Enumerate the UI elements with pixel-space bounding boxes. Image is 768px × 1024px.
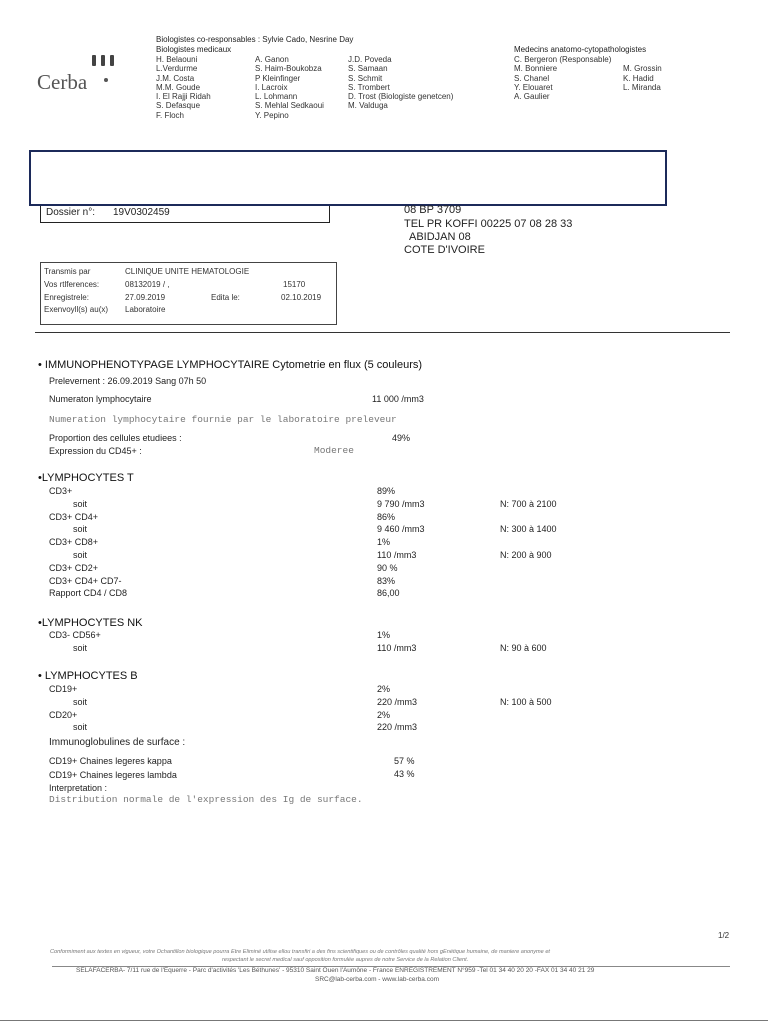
lymph-t-row-label: CD3+ CD4+ (49, 511, 99, 522)
lymph-t-row-value: 89% (377, 486, 396, 496)
biologist-col-3: J.D. Poveda S. Samaan S. Schmit S. Trombert D. Trost (Biologiste genetcen) M. Valduga (348, 55, 454, 111)
ref-number: 15170 (283, 280, 306, 289)
page-bottom-line (0, 1020, 768, 1021)
anatomo-label: Medecins anatomo-cytopathologistes (514, 45, 647, 54)
lymph-b-row-value: 2% (377, 709, 391, 720)
lymph-b-row-norm: N: 100 à 500 (500, 696, 552, 707)
biologist-col-2: A. Ganon S. Haim-Boukobza P Kleinfinger I. Lacroix L. Lohmann S. Mehlal Sedkaoui Y. Pepino (255, 55, 324, 120)
kappa-value: 57 % (394, 756, 415, 766)
ig-label: Immunoglobulines de surface : (49, 737, 186, 748)
medicaux-label: Biologistes medicaux (156, 45, 232, 54)
transmis-label: Transmis par (44, 267, 91, 276)
interp-label: Interpretation : (49, 783, 108, 793)
transmission-box (40, 262, 337, 325)
logo-dots (92, 53, 119, 71)
lymph-t-row-label: soit (73, 498, 88, 509)
lymph-nk-row-label: CD3- CD56+ (49, 630, 101, 640)
anatomo-col-1: C. Bergeron (Responsable) M. Bonniere S. Chanel Y. Elouaret A. Gaulier (514, 55, 612, 102)
dossier-label: Dossier n°: (46, 207, 96, 218)
footer-legal-2: respectant le secret medical sauf opposition formulée aupres de notre Service de la Relation Client. (222, 957, 469, 963)
lymph-t-row-value: 1% (377, 537, 391, 548)
lymph-t-row-value: 9 790 /mm3 (377, 498, 425, 509)
cd45-label: Expression du CD45+ : (49, 446, 142, 456)
footer-address: SELAFACERBA- 7/11 rue de l'Equerre - Parc d'activités 'Les Béthunes' - 95310 Saint Ouen l'Aumône - France ENREGISTREMENT N°959 -Tel 01 34 40 20 20 -FAX 01 34 40 21 29 (76, 967, 595, 974)
footer-legal: Conformiment aux textes en vigueur, votre Ochantillon biologique pourra Etre Eliminé utilise ellou transfiri a des fins scientifiques ou de contrôles qualité hors gEnétique humaine, de maniere anonyme et (50, 949, 550, 955)
cd45-value: Moderee (314, 445, 354, 456)
logo-text: Cerba (37, 70, 88, 94)
lymph-t-row-label: CD3+ CD4+ CD7- (49, 575, 122, 586)
divider-top (35, 332, 730, 333)
lymph-t-row-value: 110 /mm3 (377, 550, 417, 560)
footer-contact: SRC@lab-cerba.com - www.lab-cerba.com (315, 976, 439, 983)
lymph-b-row-label: soit (73, 696, 88, 707)
numeration-label: Numeraton lymphocytaire (49, 394, 152, 404)
lymph-t-row-norm: N: 200 à 900 (500, 550, 552, 560)
enr-label: Enregistrele: (44, 293, 89, 302)
proportion-label: Proportion des cellules etudiees : (49, 433, 182, 443)
section-title-lymph-t: •LYMPHOCYTES T (38, 472, 134, 484)
lymph-t-row-label: soit (73, 524, 88, 535)
lymph-t-row-value: 86,00 (377, 588, 400, 599)
lymph-b-row-label: CD20+ (49, 709, 78, 720)
redacted-patient-block (29, 150, 667, 206)
ref-label: Vos rtlferences: (44, 280, 100, 289)
interp-value: Distribution normale de l'expression des Ig de surface. (49, 794, 363, 805)
lymph-b-row-value: 2% (377, 684, 391, 694)
lambda-label: CD19+ Chaines legeres lambda (49, 770, 177, 780)
lymph-b-row-value: 220 /mm3 (377, 696, 418, 707)
page-number: 1/2 (718, 931, 730, 940)
kappa-label: CD19+ Chaines legeres kappa (49, 756, 172, 766)
section-title-immuno: • IMMUNOPHENOTYPAGE LYMPHOCYTAIRE Cytometrie en flux (5 couleurs) (38, 359, 423, 371)
logo-dot (104, 78, 108, 82)
env-value: Laboratoire (125, 305, 166, 314)
section-title-lymph-b: • LYMPHOCYTES B (38, 670, 138, 682)
lymph-t-row-value: 83% (377, 575, 396, 586)
lymph-t-row-label: soit (73, 550, 88, 560)
address-line-1: 08 BP 3709 (404, 204, 462, 216)
lymph-nk-row-value: 1% (377, 630, 391, 640)
edit-label: Edita le: (211, 293, 240, 302)
numeration-note: Numeration lymphocytaire fournie par le laboratoire preleveur (49, 414, 397, 425)
dossier-number: 19V0302459 (113, 207, 170, 218)
lymph-b-row-label: soit (73, 722, 88, 733)
proportion-value: 49% (392, 433, 411, 443)
biologist-col-1: H. Belaouni L.Verdurme J.M. Costa M.M. Goude I. El Rajji Ridah S. Defasque F. Floch (156, 55, 211, 120)
lymph-nk-row-value: 110 /mm3 (377, 642, 417, 653)
lymph-t-row-value: 9 460 /mm3 (377, 524, 425, 535)
prelevement: Prelevernent : 26.09.2019 Sang 07h 50 (49, 376, 207, 386)
lymph-t-row-label: CD3+ CD8+ (49, 537, 99, 548)
address-line-3: ABIDJAN 08 (409, 231, 471, 243)
lymph-t-row-value: 90 % (377, 562, 398, 573)
numeration-value: 11 000 /mm3 (372, 394, 424, 404)
section-title-lymph-nk: •LYMPHOCYTES NK (38, 617, 143, 629)
anatomo-col-2: M. Grossin K. Hadid L. Miranda (623, 64, 662, 92)
lymph-b-row-value: 220 /mm3 (377, 722, 418, 733)
lymph-t-row-label: CD3+ CD2+ (49, 562, 99, 573)
lymph-t-row-label: Rapport CD4 / CD8 (49, 588, 128, 599)
coresponsables: Biologistes co-responsables : Sylvie Cado, Nesrine Day (156, 35, 354, 44)
enr-value: 27.09.2019 (125, 293, 166, 302)
ref-value: 08132019 / , (125, 280, 170, 289)
lymph-nk-row-label: soit (73, 642, 88, 653)
lymph-t-row-norm: N: 300 à 1400 (500, 524, 557, 535)
lymph-t-row-norm: N: 700 à 2100 (500, 498, 557, 509)
address-line-4: COTE D'IVOIRE (404, 244, 485, 256)
lymph-t-row-label: CD3+ (49, 486, 73, 496)
lymph-nk-row-norm: N: 90 à 600 (500, 642, 547, 653)
transmis-value: CLINIQUE UNITE HEMATOLOGIE (125, 267, 250, 276)
address-line-2: TEL PR KOFFI 00225 07 08 28 33 (404, 218, 573, 230)
lambda-value: 43 % (394, 769, 415, 779)
lymph-b-row-label: CD19+ (49, 684, 78, 694)
env-label: Exenvoyll(s) au(x) (44, 305, 109, 314)
edit-value: 02.10.2019 (281, 293, 322, 302)
lymph-t-row-value: 86% (377, 511, 396, 522)
